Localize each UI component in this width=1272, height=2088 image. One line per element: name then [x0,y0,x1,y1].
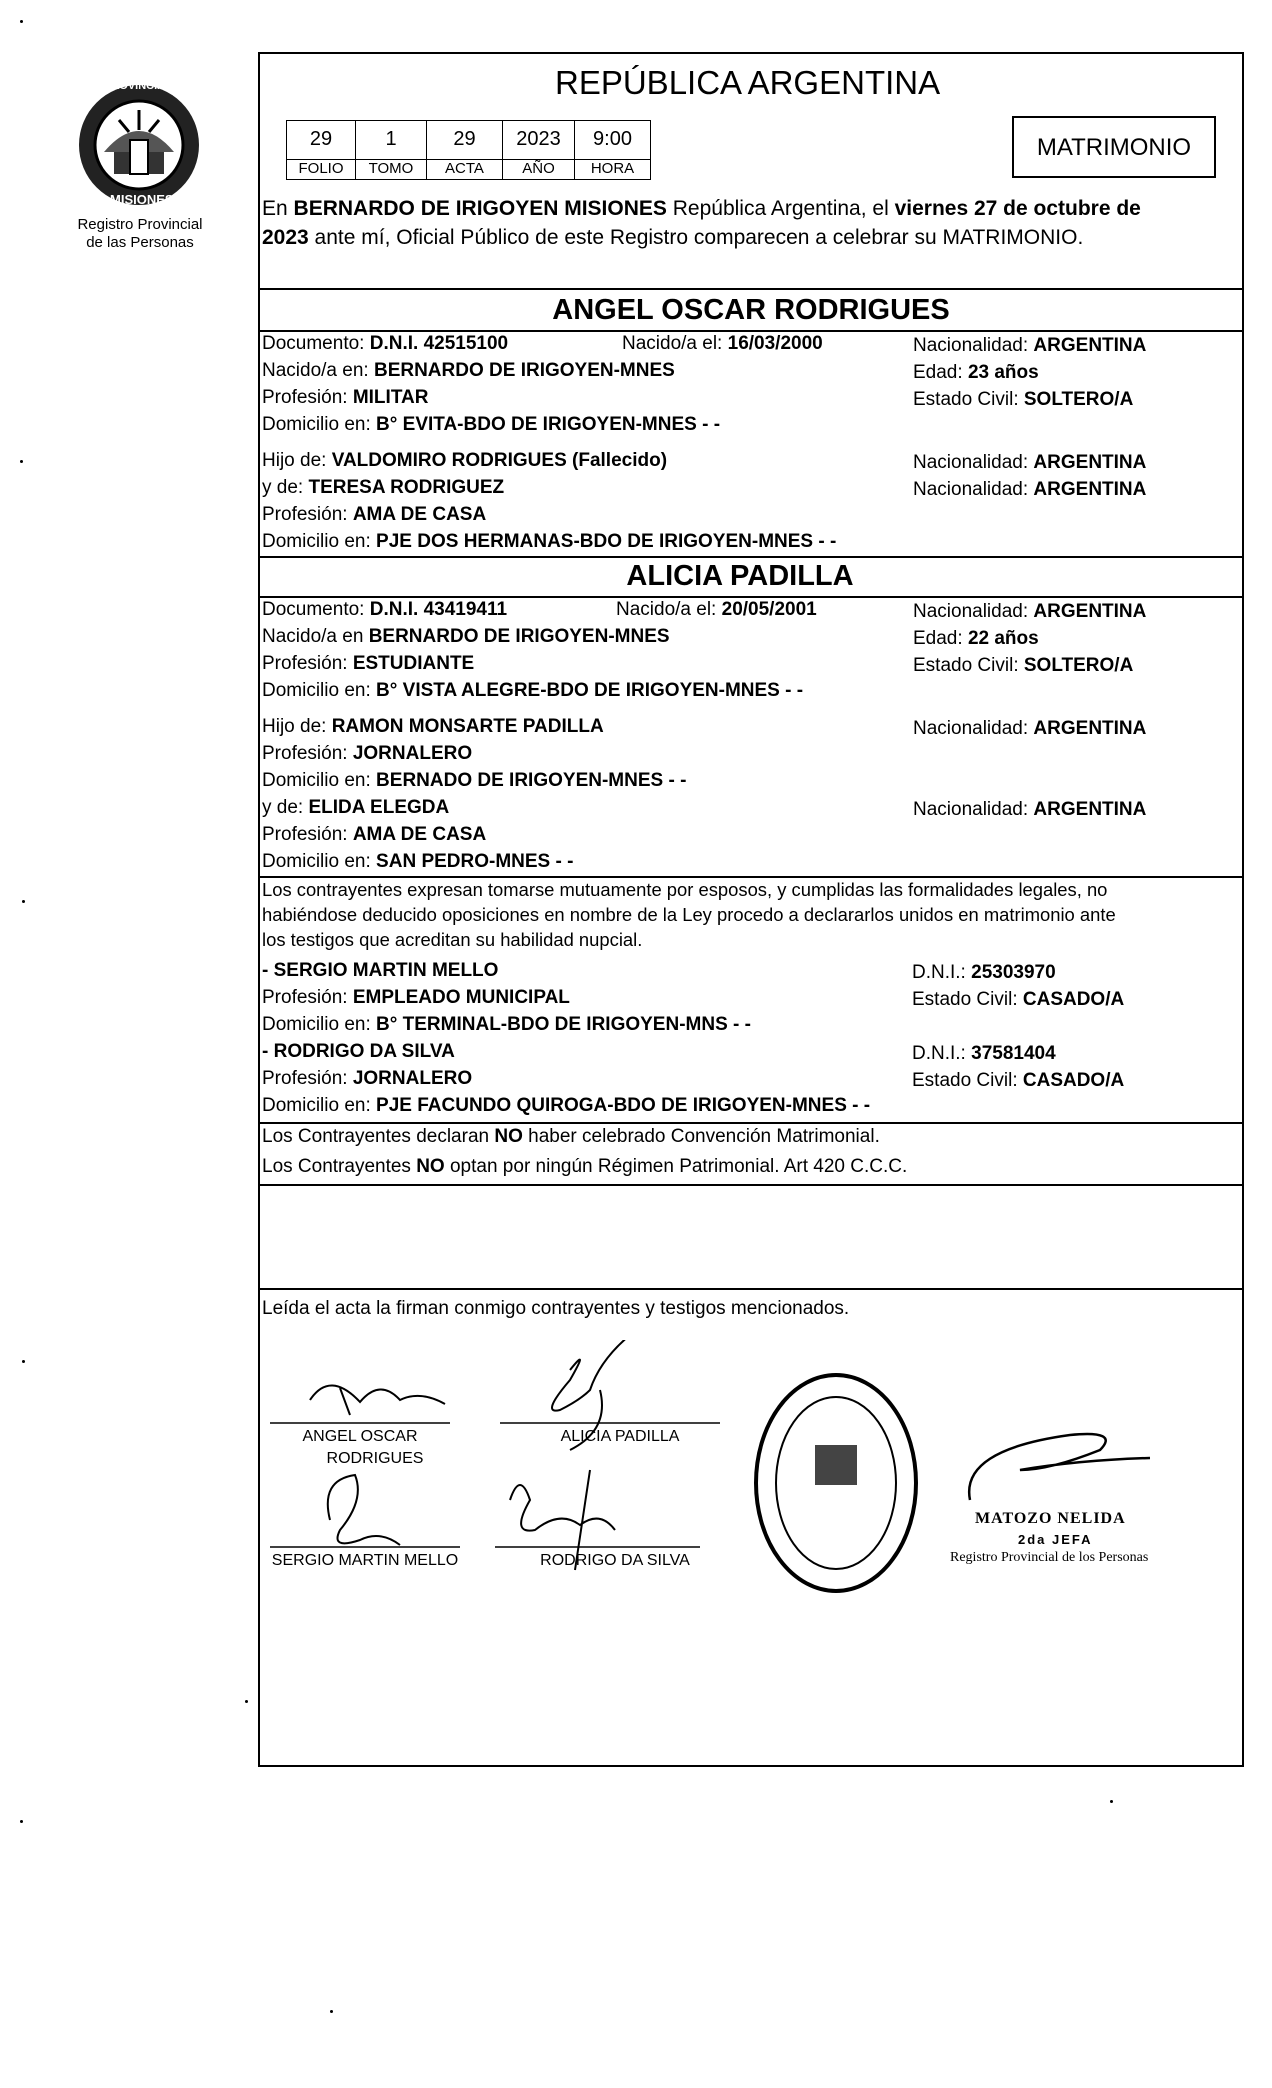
signature-1-name-line-2: RODRIGUES [326,1450,424,1467]
spouse2-father: Hijo de: RAMON MONSARTE PADILLA [262,716,604,737]
scan-mark [20,460,23,463]
intro-date: viernes 27 de octubre de [894,197,1141,220]
spouse2-born-place: Nacido/a en BERNARDO DE IRIGOYEN-MNES [262,626,670,647]
hora-value: 9:00 [574,120,651,160]
scan-mark [20,20,23,23]
spouse2-mother-address: Domicilio en: SAN PEDRO-MNES - - [262,851,574,872]
spouse2-age: Edad: 22 años [913,628,1039,649]
declaration-line-3: los testigos que acreditan su habilidad nupcial. [262,929,643,950]
logo-caption-1: Registro Provincial [77,216,203,233]
spouse1-mother: y de: TERESA RODRIGUEZ [262,477,505,498]
provincial-logo [74,80,204,210]
acta-value: 29 [426,120,503,160]
spouse1-name: ANGEL OSCAR RODRIGUES [552,294,950,326]
scan-mark [1110,1800,1113,1803]
signature-1-scribble [310,1385,445,1415]
signature-1-name-line-1: ANGEL OSCAR [302,1428,418,1445]
frame-bottom [258,1765,1244,1767]
spouse1-mother-nationality: Nacionalidad: ARGENTINA [913,479,1147,500]
seal-text-top: PROVINCIA DE [104,80,184,92]
signature-3-name: SERGIO MARTIN MELLO [271,1552,459,1569]
spouse1-father-nationality: Nacionalidad: ARGENTINA [913,452,1147,473]
scan-mark [20,1820,23,1823]
frame-top [258,52,1244,54]
witness2-address: Domicilio en: PJE FACUNDO QUIROGA-BDO DE IRIGOYEN-MNES - - [262,1095,871,1116]
official-office: Registro Provincial de los Personas [950,1550,1149,1565]
spouse2-doc: Documento: D.N.I. 43419411 [262,599,508,620]
spouse2-civil-status: Estado Civil: SOLTERO/A [913,655,1134,676]
declaration-line-1: Los contrayentes expresan tomarse mutuamente por esposos, y cumplidas las formalidades legales, no [262,879,1108,900]
tomo-label: TOMO [355,159,427,180]
witness2-civil-status: Estado Civil: CASADO/A [912,1070,1125,1091]
scan-mark [22,900,25,903]
spouse2-mother-nationality: Nacionalidad: ARGENTINA [913,799,1147,820]
witness1-profession: Profesión: EMPLEADO MUNICIPAL [262,987,570,1008]
spouse2-father-address: Domicilio en: BERNADO DE IRIGOYEN-MNES - - [262,770,687,791]
spouse2-born-date: Nacido/a el: 20/05/2001 [616,599,817,620]
divider-spouse1-name [258,330,1244,332]
divider-regime-top [258,1122,1244,1124]
acta-label: ACTA [426,159,503,180]
declaration-line-2: habiéndose deducido oposiciones en nombre de la Ley procedo a declararlos unidos en matrimonio ante [262,904,1116,925]
divider-spouse1-top [258,288,1244,290]
witness1-civil-status: Estado Civil: CASADO/A [912,989,1125,1010]
spouse2-address: Domicilio en: B° VISTA ALEGRE-BDO DE IRIGOYEN-MNES - - [262,680,804,701]
spouse1-born-place: Nacido/a en: BERNARDO DE IRIGOYEN-MNES [262,360,675,381]
intro-place: BERNARDO DE IRIGOYEN MISIONES [293,197,667,220]
tomo-value: 1 [355,120,427,160]
spouse1-born-date: Nacido/a el: 16/03/2000 [622,333,823,354]
spouse1-parents-address: Domicilio en: PJE DOS HERMANAS-BDO DE IRIGOYEN-MNES - - [262,531,837,552]
regime-line-2: Los Contrayentes NO optan por ningún Régimen Patrimonial. Art 420 C.C.C. [262,1156,908,1177]
spouse1-age: Edad: 23 años [913,362,1039,383]
scan-mark [245,1700,248,1703]
witness1-name: - SERGIO MARTIN MELLO [262,960,499,981]
spouse1-profession: Profesión: MILITAR [262,387,429,408]
scan-mark [330,2010,333,2013]
spouse1-nationality: Nacionalidad: ARGENTINA [913,335,1147,356]
spouse2-father-profession: Profesión: JORNALERO [262,743,473,764]
spouse1-father: Hijo de: VALDOMIRO RODRIGUES (Fallecido) [262,450,668,471]
divider-declaration-top [258,876,1244,878]
hora-label: HORA [574,159,651,180]
spouse2-name: ALICIA PADILLA [626,560,854,592]
divider-spouse2-top [258,556,1244,558]
intro-rest: ante mí, Oficial Público de este Registro comparecen a celebrar su MATRIMONIO. [308,226,1084,249]
spouse1-address: Domicilio en: B° EVITA-BDO DE IRIGOYEN-MNES - - [262,414,721,435]
spouse2-mother: y de: ELIDA ELEGDA [262,797,450,818]
intro-prefix: En [262,197,294,220]
witness1-dni: D.N.I.: 25303970 [912,962,1056,983]
ano-label: AÑO [502,159,575,180]
scan-mark [22,1360,25,1363]
ano-value: 2023 [502,120,575,160]
logo-caption-2: de las Personas [86,234,194,251]
witness2-dni: D.N.I.: 37581404 [912,1043,1056,1064]
signature-4-name: RODRIGO DA SILVA [540,1552,690,1569]
intro-line-2 [262,227,1083,249]
spouse1-civil-status: Estado Civil: SOLTERO/A [913,389,1134,410]
spouse2-father-nationality: Nacionalidad: ARGENTINA [913,718,1147,739]
witness1-address: Domicilio en: B° TERMINAL-BDO DE IRIGOYEN-MNS - - [262,1014,751,1035]
closing-statement: Leída el acta la firman conmigo contrayentes y testigos mencionados. [262,1298,850,1319]
official-title: 2da JEFA [1018,1532,1093,1547]
witness2-profession: Profesión: JORNALERO [262,1068,473,1089]
act-type-label: MATRIMONIO [1036,134,1192,161]
official-signature-scribble [969,1434,1150,1500]
intro-line-1 [262,198,1141,220]
misiones-seal-icon [74,80,204,210]
signature-2-name: ALICIA PADILLA [560,1428,680,1445]
official-name: MATOZO NELIDA [975,1510,1126,1527]
spouse1-mother-profession: Profesión: AMA DE CASA [262,504,487,525]
spouse2-mother-profession: Profesión: AMA DE CASA [262,824,487,845]
spouse2-profession: Profesión: ESTUDIANTE [262,653,475,674]
divider-regime-bottom [258,1184,1244,1186]
folio-label: FOLIO [286,159,356,180]
page-title: REPÚBLICA ARGENTINA [555,64,941,101]
spouse2-nationality: Nacionalidad: ARGENTINA [913,601,1147,622]
spouse1-doc: Documento: D.N.I. 42515100 [262,333,509,354]
intro-year: 2023 [262,226,309,249]
regime-line-1: Los Contrayentes declaran NO haber celebrado Convención Matrimonial. [262,1126,880,1147]
divider-closing-top [258,1288,1244,1290]
divider-spouse2-name [258,596,1244,598]
seal-text-bottom: MISIONES [110,192,174,207]
intro-mid: República Argentina, el [666,197,895,220]
folio-value: 29 [286,120,356,160]
signature-3-scribble [328,1475,400,1545]
witness2-name: - RODRIGO DA SILVA [262,1041,455,1062]
